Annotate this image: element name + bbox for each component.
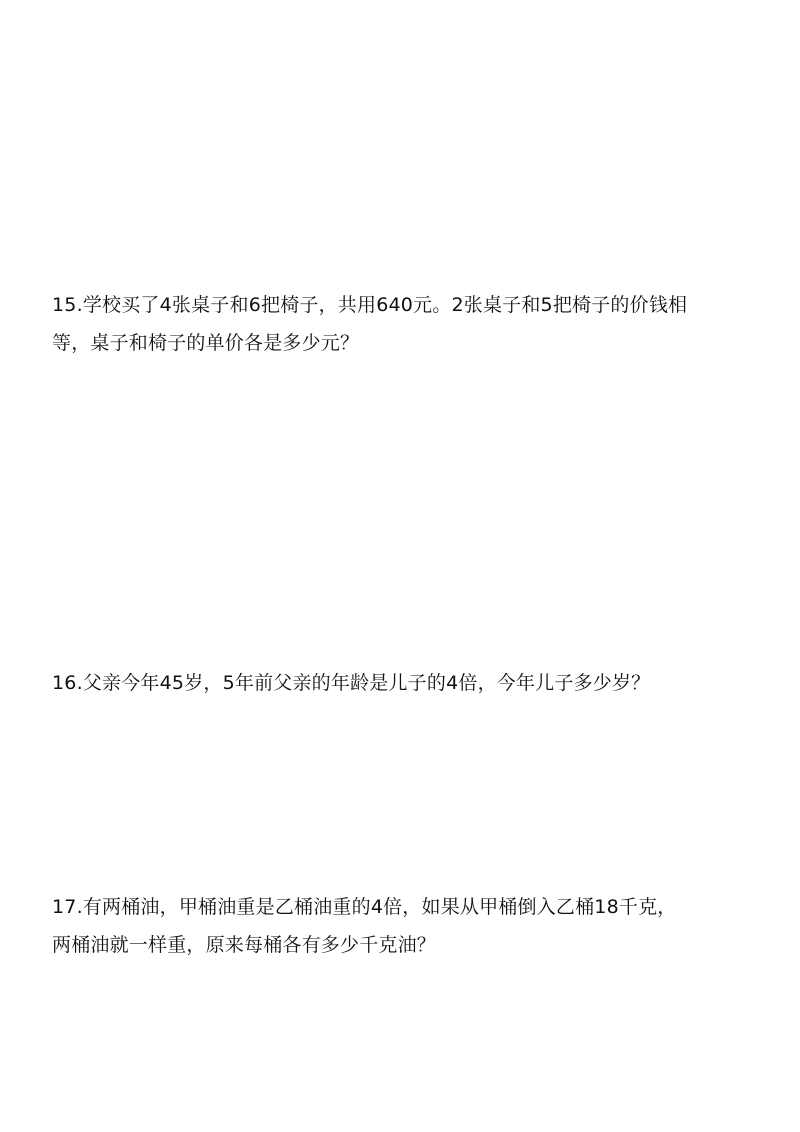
problem-17-line-2: 两桶油就一样重，原来每桶各有多少千克油？ <box>52 934 437 956</box>
problem-16-line-1: 16.父亲今年45岁，5年前父亲的年龄是儿子的4倍，今年儿子多少岁？ <box>52 672 651 694</box>
problem-15-line-1: 15.学校买了4张桌子和6把椅子，共用640元。2张桌子和5把椅子的价钱相 <box>52 294 688 316</box>
problem-16 <box>52 664 752 702</box>
problem-15-line-2: 等，桌子和椅子的单价各是多少元？ <box>52 332 360 354</box>
problem-17-line-1: 17.有两桶油，甲桶油重是乙桶油重的4倍，如果从甲桶倒入乙桶18千克， <box>52 896 677 918</box>
problem-15 <box>52 286 752 362</box>
problem-17 <box>52 888 752 964</box>
